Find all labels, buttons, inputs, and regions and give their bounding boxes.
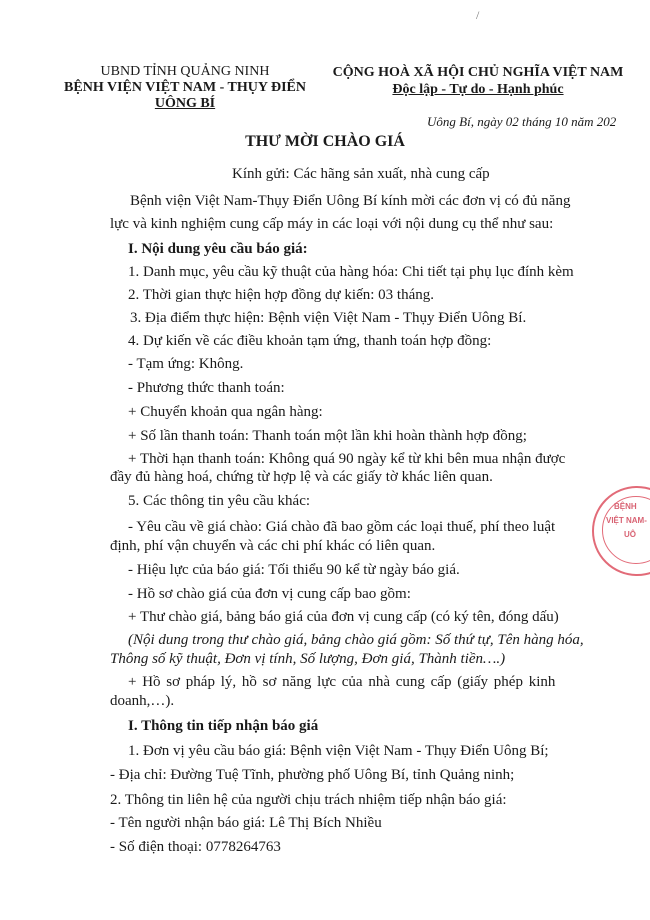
- issuer-hospital: BỆNH VIỆN VIỆT NAM - THỤY ĐIỂN: [64, 80, 306, 95]
- section-2-item-1: 1. Đơn vị yêu cầu báo giá: Bệnh viện Việt Nam - Thụy Điển Uông Bí;: [128, 743, 549, 759]
- transfer-line: + Chuyển khoản qua ngân hàng:: [128, 404, 323, 420]
- stamp-text-2: VIỆT NAM-: [606, 516, 647, 525]
- legal-dossier-line-1: + Hồ sơ pháp lý, hồ sơ năng lực của nhà cung cấp (giấy phép kinh: [128, 674, 556, 690]
- price-requirement-line-1: - Yêu cầu về giá chào: Giá chào đã bao gồm các loại thuế, phí theo luật: [128, 519, 556, 535]
- letter-line: + Thư chào giá, bảng báo giá của đơn vị cung cấp (có ký tên, đóng dấu): [128, 609, 559, 625]
- issuer-province: UBND TỈNH QUẢNG NINH: [100, 64, 270, 79]
- section-1-heading: I. Nội dung yêu cầu báo giá:: [128, 241, 308, 257]
- payment-deadline-line-1: + Thời hạn thanh toán: Không quá 90 ngày kể từ khi bên mua nhận được: [128, 451, 566, 467]
- hospital-stamp: [592, 486, 650, 576]
- recipient-line: Kính gửi: Các hãng sản xuất, nhà cung cấp: [232, 166, 490, 182]
- issuer-block: [60, 64, 310, 112]
- section-1-item-5: 5. Các thông tin yêu cầu khác:: [128, 493, 311, 509]
- national-motto: Độc lập - Tự do - Hạnh phúc: [392, 82, 564, 97]
- corner-mark: /: [476, 8, 480, 22]
- price-requirement-line-2: định, phí vận chuyển và các chi phí khác có liên quan.: [110, 538, 436, 554]
- national-motto-block: [318, 64, 638, 98]
- phone-line: - Số điện thoại: 0778264763: [110, 839, 281, 855]
- page-title: THƯ MỜI CHÀO GIÁ: [245, 133, 405, 150]
- content-note-line-2: Thông số kỹ thuật, Đơn vị tính, Số lượng, Đơn giá, Thành tiền….): [110, 651, 506, 667]
- issuer-city: UÔNG BÍ: [154, 96, 216, 111]
- validity-line: - Hiệu lực của báo giá: Tối thiểu 90 kể từ ngày báo giá.: [128, 562, 460, 578]
- payment-count-line: + Số lần thanh toán: Thanh toán một lần khi hoàn thành hợp đồng;: [128, 428, 527, 444]
- address-line: - Địa chỉ: Đường Tuệ Tĩnh, phường phố Uông Bí, tỉnh Quảng ninh;: [110, 767, 515, 783]
- legal-dossier-line-2: doanh,…).: [110, 693, 175, 709]
- national-title: CỘNG HOÀ XÃ HỘI CHỦ NGHĨA VIỆT NAM: [332, 65, 624, 80]
- section-2-heading: I. Thông tin tiếp nhận báo giá: [128, 718, 319, 734]
- payment-deadline-line-2: đầy đủ hàng hoá, chứng từ hợp lệ và các giấy tờ khác liên quan.: [110, 469, 493, 485]
- stamp-text-1: BỆNH: [614, 502, 637, 511]
- advance-line: - Tạm ứng: Không.: [128, 356, 244, 372]
- section-1-item-4: 4. Dự kiến về các điều khoản tạm ứng, thanh toán hợp đồng:: [128, 333, 492, 349]
- payment-method-line: - Phương thức thanh toán:: [128, 380, 285, 396]
- section-1-item-3: 3. Địa điểm thực hiện: Bệnh viện Việt Nam - Thụy Điển Uông Bí.: [130, 310, 527, 326]
- section-2-item-2: 2. Thông tin liên hệ của người chịu trách nhiệm tiếp nhận báo giá:: [110, 792, 507, 808]
- receiver-name-line: - Tên người nhận báo giá: Lê Thị Bích Nhiều: [110, 815, 382, 831]
- stamp-text-3: UÔ: [624, 530, 636, 539]
- section-1-item-2: 2. Thời gian thực hiện hợp đồng dự kiến: 03 tháng.: [128, 287, 434, 303]
- document-date: Uông Bí, ngày 02 tháng 10 năm 202: [427, 114, 617, 129]
- content-note-line-1: (Nội dung trong thư chào giá, bảng chào giá gồm: Số thứ tự, Tên hàng hóa,: [128, 632, 584, 648]
- dossier-line: - Hồ sơ chào giá của đơn vị cung cấp bao gồm:: [128, 586, 411, 602]
- section-1-item-1: 1. Danh mục, yêu cầu kỹ thuật của hàng hóa: Chi tiết tại phụ lục đính kèm: [128, 264, 574, 280]
- intro-line-1: Bệnh viện Việt Nam-Thụy Điển Uông Bí kính mời các đơn vị có đủ năng: [130, 193, 571, 209]
- intro-line-2: lực và kinh nghiệm cung cấp máy in các loại với nội dung cụ thể như sau:: [110, 216, 554, 232]
